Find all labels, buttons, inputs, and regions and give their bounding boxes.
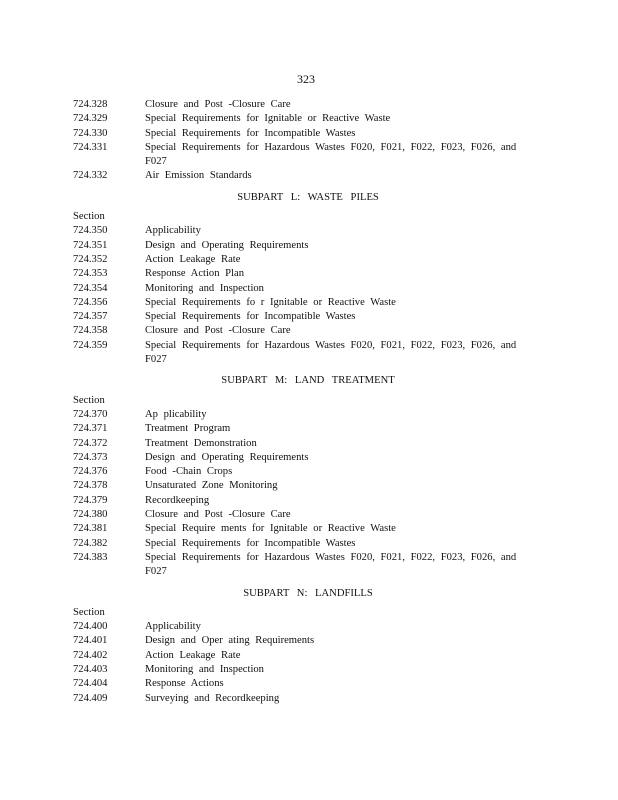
section-number: 724.359	[73, 339, 108, 351]
toc-row	[73, 324, 533, 338]
toc-row	[73, 127, 533, 141]
section-label: Section	[73, 211, 105, 223]
section-title: Monitoring and Inspection	[145, 282, 264, 294]
section-label: Section	[73, 606, 105, 618]
section-title: Closure and Post -Closure Care	[145, 325, 291, 337]
section-title: Action Leakage Rate	[145, 253, 241, 265]
section-number: 724.400	[73, 621, 108, 633]
top-section-list	[73, 98, 533, 184]
toc-row	[73, 112, 533, 126]
section-number: 724.404	[73, 678, 108, 690]
section-number: 724.329	[73, 113, 108, 125]
toc-row	[73, 692, 533, 706]
toc-row	[73, 620, 533, 634]
section-number: 724.381	[73, 523, 108, 535]
toc-row	[73, 494, 533, 508]
section-number: 724.373	[73, 451, 108, 463]
toc-row	[73, 253, 533, 267]
section-title: Action Leakage Rate	[145, 649, 241, 661]
section-number: 724.371	[73, 423, 108, 435]
toc-row	[73, 508, 533, 522]
toc-row	[73, 522, 533, 536]
toc-row	[73, 98, 533, 112]
subpart-m-heading: SUBPART M: LAND TREATMENT	[221, 375, 395, 387]
section-number: 724.358	[73, 325, 108, 337]
section-number: 724.403	[73, 663, 108, 675]
section-title: Design and Operating Requirements	[145, 451, 309, 463]
section-title: Special Requirements for Ignitable or Reactive Waste	[145, 113, 391, 125]
section-title: Special Requirements for Incompatible Wastes	[145, 537, 356, 549]
toc-row	[73, 310, 533, 324]
section-title: Special Requirements fo r Ignitable or Reactive Waste	[145, 296, 396, 308]
toc-row	[73, 437, 533, 451]
section-title: Special Requirements for Hazardous Wastes F020, F021, F022, F023, F026, and F027	[145, 141, 517, 168]
toc-row	[73, 663, 533, 677]
section-number: 724.352	[73, 253, 108, 265]
section-number: 724.376	[73, 466, 108, 478]
page-number: 323	[297, 72, 315, 86]
section-title: Applicability	[145, 621, 201, 633]
section-number: 724.401	[73, 635, 108, 647]
toc-row	[73, 479, 533, 493]
subpart-n-heading: SUBPART N: LANDFILLS	[243, 587, 373, 599]
section-title: Recordkeeping	[145, 494, 210, 506]
toc-row	[73, 465, 533, 479]
subpart-n-list	[73, 620, 533, 706]
section-number: 724.379	[73, 494, 108, 506]
section-number: 724.331	[73, 141, 108, 153]
section-title: Closure and Post -Closure Care	[145, 509, 291, 521]
toc-row	[73, 141, 533, 170]
section-title: Treatment Demonstration	[145, 437, 257, 449]
section-number: 724.383	[73, 551, 108, 563]
section-number: 724.354	[73, 282, 108, 294]
section-title: Special Requirements for Hazardous Wastes F020, F021, F022, F023, F026, and F027	[145, 339, 517, 366]
toc-row	[73, 296, 533, 310]
toc-row	[73, 282, 533, 296]
toc-row	[73, 169, 533, 183]
toc-row	[73, 451, 533, 465]
section-title: Food -Chain Crops	[145, 466, 233, 478]
section-title: Response Actions	[145, 678, 224, 690]
toc-row	[73, 677, 533, 691]
section-title: Closure and Post -Closure Care	[145, 99, 291, 110]
section-title: Special Requirements for Incompatible Wastes	[145, 127, 356, 139]
section-title: Ap plicability	[145, 408, 207, 420]
subpart-l-list	[73, 224, 533, 367]
table-of-contents	[73, 98, 533, 706]
section-number: 724.372	[73, 437, 108, 449]
section-number: 724.356	[73, 296, 108, 308]
section-title: Response Action Plan	[145, 268, 244, 280]
section-number: 724.370	[73, 408, 108, 420]
toc-row	[73, 339, 533, 368]
section-number: 724.409	[73, 692, 108, 704]
subpart-l-heading: SUBPART L: WASTE PILES	[237, 191, 379, 203]
section-number: 724.328	[73, 99, 108, 110]
toc-row	[73, 224, 533, 238]
subpart-m-list	[73, 408, 533, 580]
section-title: Design and Oper ating Requirements	[145, 635, 315, 647]
section-title: Treatment Program	[145, 423, 231, 435]
section-number: 724.330	[73, 127, 108, 139]
toc-row	[73, 267, 533, 281]
section-number: 724.382	[73, 537, 108, 549]
section-title: Applicability	[145, 225, 201, 237]
section-number: 724.351	[73, 239, 108, 251]
section-title: Design and Operating Requirements	[145, 239, 309, 251]
section-number: 724.380	[73, 509, 108, 521]
section-title: Surveying and Recordkeeping	[145, 692, 280, 704]
toc-row	[73, 408, 533, 422]
toc-row	[73, 649, 533, 663]
section-title: Monitoring and Inspection	[145, 663, 264, 675]
toc-row	[73, 551, 533, 580]
section-number: 724.332	[73, 170, 108, 182]
section-title: Special Requirements for Incompatible Wastes	[145, 311, 356, 323]
section-number: 724.378	[73, 480, 108, 492]
section-number: 724.402	[73, 649, 108, 661]
section-title: Unsaturated Zone Monitoring	[145, 480, 278, 492]
section-number: 724.350	[73, 225, 108, 237]
toc-row	[73, 537, 533, 551]
toc-row	[73, 422, 533, 436]
section-number: 724.357	[73, 311, 108, 323]
toc-row	[73, 634, 533, 648]
section-title: Special Require ments for Ignitable or Reactive Waste	[145, 523, 396, 535]
section-title: Air Emission Standards	[145, 170, 252, 182]
section-title: Special Requirements for Hazardous Wastes F020, F021, F022, F023, F026, and F027	[145, 551, 517, 578]
section-number: 724.353	[73, 268, 108, 280]
section-label: Section	[73, 394, 105, 406]
toc-row	[73, 239, 533, 253]
